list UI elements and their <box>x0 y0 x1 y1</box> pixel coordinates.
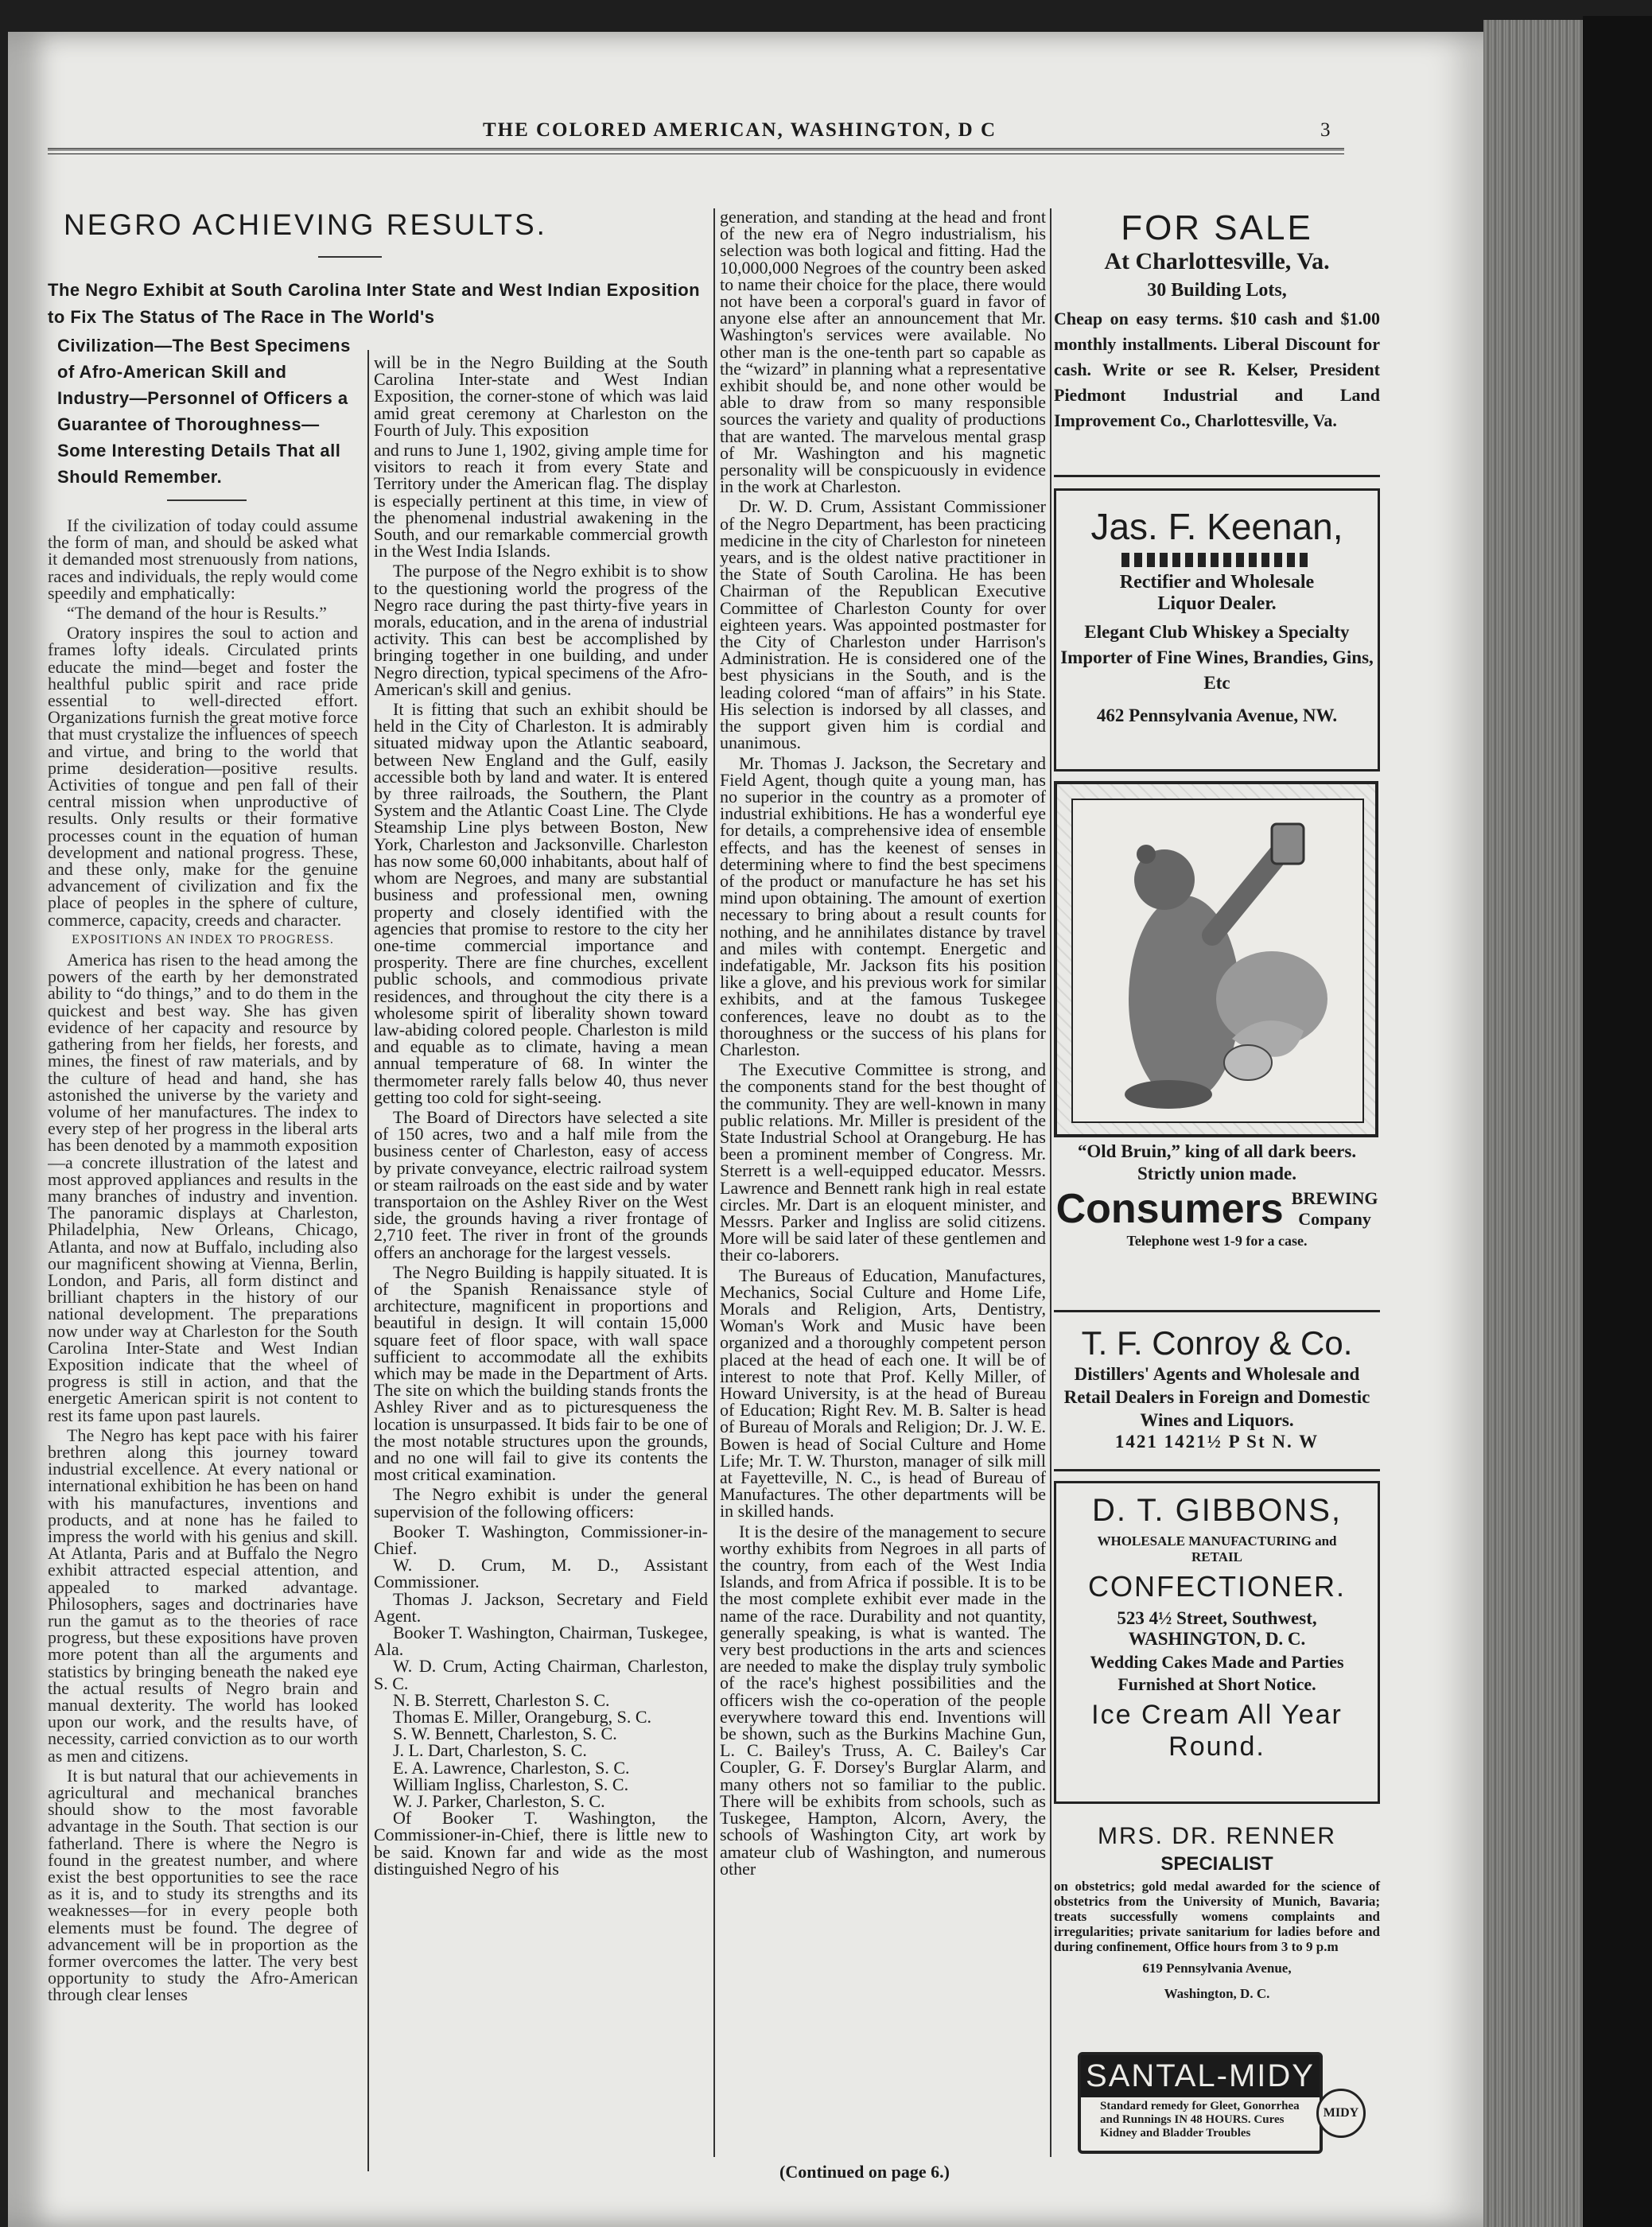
continued-notice: (Continued on page 6.) <box>779 2162 950 2182</box>
ad-renner-city: Washington, D. C. <box>1164 1986 1270 2001</box>
ad-for-sale <box>1054 208 1380 467</box>
ad-gibbons-name: D. T. GIBBONS, <box>1092 1493 1342 1528</box>
ad-gibbons <box>1054 1481 1380 1804</box>
ad-divider <box>1054 1469 1380 1471</box>
ad-conroy-body: Distillers' Agents and Wholesale and Retail Dealers in Foreign and Domestic Wines and Liquors. <box>1063 1364 1370 1430</box>
santal-badge <box>1078 2052 1323 2154</box>
paragraph: Mr. Thomas J. Jackson, the Secretary and Field Agent, though quite a young man, has no superior in the country as a promoter of industrial exhibitions. He has a wonderful eye for details, a comprehensive idea of ensemble effects, and has the keenest of senses in determining where to find the best specimens of the product or manufacture he has set his mind upon obtaining. The amount of exertion necessary to bring about a result counts for nothing, and he annihilates distance by travel and miles with contempt. Energetic and indefatigable, Mr. Jackson fits his position like a glove, and his previous work for similar exhibits, and at the famous Tuskegee conferences, leave no doubt as to the thoroughness or the success of his plans for Charleston. <box>720 752 1046 1059</box>
ad-conroy <box>1054 1318 1380 1469</box>
ornament-rule <box>1121 553 1312 567</box>
column-rule-2 <box>713 208 715 2157</box>
paragraph: and runs to June 1, 1902, giving ample time for visitors to reach it from every State and Territory under the American flag. The display is especially pertinent at this time, in view of the phenomenal industrial awakening in the South, and our remarkable commercial growth in the West India Islands. <box>374 440 708 562</box>
paragraph: generation, and standing at the head and front of the new era of Negro industrialism, his selection was both logical and fitting. Had the 10,000,000 Negroes of the country been asked to name their choice for the place, there would not have been a corporal's guard in favor of anyone else after an announcement that Mr. Washington's services were available. No other man is the one-tenth part so capable as the “wizard” in planning what a representative exhibit should be, and none other would be able to draw from so many responsible sources the variety and quality of productions that are wanted. The marvelous mental grasp of Mr. Washington and his magnetic personality will be conspicuously in evidence in the work at Charleston. <box>720 208 1046 497</box>
ad-bruin-caption: “Old Bruin,” king of all dark beers. Strictly union made. <box>1077 1141 1357 1183</box>
paragraph: Oratory inspires the soul to action and frames lofty ideals. Circulated prints educate the mind—beget and foster the healthful public spirit and race pride essential to well-directed effort. Organizations furnish the great motive force that must crystalize the influences of speech and virtue, and bring to the world that prime desideration—positive results. Activities of tongue and pen fall of their central mission when unproductive of results. Only results or their formative processes count in the equation of human development and national progress. These, and these only, make for the genuine advancement of civilization and fix the place of peoples in the sphere of culture, commerce, capacity, creeds and character. <box>48 623 358 930</box>
paragraph: It is fitting that such an exhibit should be held in the City of Charleston. It is admirably situated midway upon the Atlantic seaboard, between New England and the Gulf, easily accessible both by land and water. It is entered by three railroads, the Southern, the Plant System and the Atlantic Coast Line. The Clyde Steamship Line plys between Boston, New York, Charleston and Jacksonville. Charleston has now some 60,000 inhabitants, about half of whom are Negroes, and many are substantial business and professional men, owning property and closely identified with the agencies that promise to restore to the city her one-time commercial importance and prosperity. There are fine churches, excellent public schools, and commodious private residences, and throughout the city there is a wholesome spirit of liberality shown toward law-abiding colored people. Charleston is mild and equable as to climate, having a mean annual temperature of 68. In winter the thermometer rarely falls below 40, thus never getting too cold for sight-seeing. <box>374 699 708 1107</box>
article-deck-narrow: Civilization—The Best Specimens of Afro-American Skill and Industry—Personnel of Officers a Guarantee of Thoroughness—Some Interesting Details That all Should Remember. <box>57 336 351 487</box>
paragraph: The Board of Directors have selected a site of 150 acres, two and a half mile from the business center of Charleston, easy of access by private conveyance, electric railroad system or steam railroads on the east side and by water transportaion on the Ashley River on the West side, the grounds having a river frontage of 2,710 feet. The river in front of the grounds offers an anchorage for the largest vessels. <box>374 1106 708 1262</box>
officer-entry: Thomas J. Jackson, Secretary and Field Agent. <box>374 1588 708 1626</box>
ad-keenan-line4: Importer of Fine Wines, Brandies, Gins, Etc <box>1060 647 1374 693</box>
ad-for-sale-lots: 30 Building Lots, <box>1147 280 1287 301</box>
page-number: 3 <box>1320 119 1331 141</box>
ad-renner-body: on obstetrics; gold medal awarded for the science of obstetrics from the University of Munich, Bavaria; treats successfully womens complaints and irregularities; private sanitarium for ladies before and during confinement, Office hours from 3 to 9 p.m <box>1054 1879 1380 1954</box>
ad-for-sale-title: FOR SALE <box>1121 208 1313 247</box>
masthead-title: THE COLORED AMERICAN, WASHINGTON, D C <box>482 119 997 141</box>
ad-old-bruin <box>1054 781 1380 1258</box>
article-column-3 <box>720 208 1046 2117</box>
paragraph: The Negro exhibit is under the general supervision of the following officers: <box>374 1484 708 1522</box>
paragraph: If the civilization of today could assume the form of man, and should be asked what it demanded most strenuously from nations, races and individuals, the reply would come speedily and emphatically: <box>48 517 358 603</box>
article-deck-wide: The Negro Exhibit at South Carolina Inter State and West Indian Exposition to Fix The Status of The Race in The World's <box>48 280 701 327</box>
article-column-1 <box>48 517 358 2171</box>
paragraph: The Executive Committee is strong, and the components stand for the best thought of the community. They are well-known in many public relations. Mr. Miller is president of the State Industrial School at Orangeburg. He has been a prominent member of Congress. Mr. Sterrett is a well-equipped educator. Messrs. Lawrence and Bennett rank high in real estate circles. Mr. Dart is an eloquent minister, and Messrs. Parker and Ingliss are solid citizens. More will be said later of these gentlemen and their co-laborers. <box>720 1059 1046 1265</box>
paragraph: will be in the Negro Building at the South Carolina Inter-state and West Indian Exposition, the corner-stone of which was laid amid great ceremony at Charleston on the Fourth of July. This exposition <box>374 354 708 440</box>
ad-gibbons-line6: Ice Cream All Year Round. <box>1091 1700 1343 1762</box>
officer-entry: Booker T. Washington, Chairman, Tuskegee, Ala. <box>374 1623 708 1660</box>
officer-entry: W. D. Crum, Acting Chairman, Charleston, S. C. <box>374 1656 708 1693</box>
ad-divider <box>1054 475 1380 477</box>
santal-body: Standard remedy for Gleet, Gonorrhea and Runnings IN 48 HOURS. Cures Kidney and Bladder Troubles <box>1100 2100 1300 2140</box>
bear-illustration-frame <box>1071 799 1364 1123</box>
ad-keenan-line1: Rectifier and Wholesale <box>1119 572 1315 593</box>
paragraph: “The demand of the hour is Results.” <box>67 603 327 624</box>
santal-title: SANTAL-MIDY <box>1081 2055 1320 2097</box>
ad-keenan <box>1054 488 1380 771</box>
ad-for-sale-place: At Charlottesville, Va. <box>1104 248 1330 274</box>
paragraph: It is but natural that our achievements in agricultural and mechanical branches should show to the most favorable advantage in the South. That section is our fatherland. There is where the Negro is found in the greatest number, and where exist the best opportunities to see the race as it is, and to study its strengths and its weaknesses—for in every people both elements must be found. The degree of advancement will be in proportion as the former overcomes the latter. The very best opportunity to study the Afro-American through clear lenses <box>48 1765 358 2005</box>
paragraph: Of Booker T. Washington, the Commissioner-in-Chief, there is little new to be said. Known far and wide as the most distinguished Negro of his <box>374 1808 708 1879</box>
ad-bruin-brand-suffix <box>1292 1188 1378 1230</box>
midy-seal-icon: MIDY <box>1316 2089 1366 2138</box>
officer-entry: N. B. Sterrett, Charleston S. C. <box>393 1689 610 1710</box>
officer-entry: W. J. Parker, Charleston, S. C. <box>393 1791 605 1812</box>
column-rule-1 <box>367 350 369 2171</box>
officer-entry: Thomas E. Miller, Orangeburg, S. C. <box>393 1707 652 1728</box>
ad-santal-midy <box>1078 2052 1380 2155</box>
officer-entry: W. D. Crum, M. D., Assistant Commissioner. <box>374 1555 708 1592</box>
ad-bruin-brewing: BREWING <box>1291 1188 1378 1208</box>
deck-rule <box>167 499 247 501</box>
ad-for-sale-body: Cheap on easy terms. $10 cash and $1.00 monthly installments. Liberal Discount for cash. Write or see R. Kelser, President Piedmont Industrial and Land Improvement Co., Charlottesville, Va. <box>1054 309 1380 430</box>
ad-keenan-line3: Elegant Club Whiskey a Specialty <box>1084 622 1350 642</box>
scan-edge <box>1583 16 1652 2227</box>
article-headline: NEGRO ACHIEVING RESULTS. <box>64 208 547 241</box>
ad-keenan-name: Jas. F. Keenan, <box>1090 506 1343 547</box>
paragraph: The Bureaus of Education, Manufactures, Mechanics, Social Culture and Home Life, Morals and Religion, Arts, Dentistry, Woman's Work and Music have been organized and a thoroughly competent person placed at the head of each one. It will be of interest to note that Prof. Kelly Miller, of Howard University, is at the head of Bureau of Education; Right Rev. M. B. Salter is head of Bureau of Morals and Religion; Dr. J. W. E. Bowen is head of Social Culture and Home Life; Mr. T. W. Thurston, manager of silk mill at Fayetteville, N. C., is head of Bureau of Manufactures. The other departments will be in skilled hands. <box>720 1265 1046 1522</box>
paragraph: Dr. W. D. Crum, Assistant Commissioner of the Negro Department, has been practicing medicine in the city of Charleston for nineteen years, and is the oldest native practitioner in the State of South Carolina. He has been Chairman of the Republican Executive Committee of Charleston County for over eighteen years. Was appointed postmaster for the City of Charleston under Harrison's Administration. He is considered one of the best physicians in the South, and is the leading colored “man of affairs” in his State. His selection is indorsed by all classes, and the support given him is cordial and unanimous. <box>720 496 1046 753</box>
masthead-rule <box>48 148 1344 154</box>
paragraph: The Negro has kept pace with his fairer brethren along this journey toward industrial excellence. At every national or international exhibition he has been on hand with his manufactures, inventions and products, and at none has he failed to impress the world with his genius and skill. At Atlanta, Paris and at Buffalo the Negro exhibit attracted especial attention, and appealed to marked advantage. Philosophers, sages and doctrinaries have run the gamut as to the theories of race progress, but these expositions have proven more potent than all the arguments and statistics by bringing beneath the naked eye the actual results of Negro brain and manual dexterity. The world has looked upon our work, and the results have, of necessity, carried conviction as to our worth as men and citizens. <box>48 1424 358 1766</box>
ad-gibbons-line5: Wedding Cakes Made and Parties Furnished at Short Notice. <box>1090 1652 1344 1694</box>
paragraph: It is the desire of the management to secure worthy exhibits from Negroes in all parts of the country, from each of the West India Islands, and from Africa if possible. It is to be the most complete exhibit ever made in the name of the race. Durability and not quantity, generally speaking, is what is wanted. The very best productions in the arts and sciences are needed to make the display truly symbolic of the race's highest possibilities and the officers wish the co-operation of the people everywhere toward this end. Inventions will be shown, such as the Burkins Machine Gun, L. C. Bailey's Truss, A. C. Bailey's Car Coupler, G. F. Dorsey's Burglar Alarm, and many others not so familiar to the public. There will be exhibits from schools, such as Tuskegee, Hampton, Alcorn, Avery, the schools of Washington City, art work by amateur club of Washington, and numerous other <box>720 1521 1046 1879</box>
ad-gibbons-line2: CONFECTIONER. <box>1087 1570 1346 1603</box>
ad-bruin-brand-row <box>1054 1185 1380 1233</box>
ad-bruin-brand: Consumers <box>1055 1186 1284 1232</box>
article-column-2 <box>374 354 708 2183</box>
ad-renner-name: MRS. DR. RENNER <box>1097 1823 1336 1849</box>
ad-conroy-name: T. F. Conroy & Co. <box>1081 1324 1353 1362</box>
ad-gibbons-line4: WASHINGTON, D. C. <box>1128 1629 1306 1649</box>
ad-renner-address: 619 Pennsylvania Avenue, <box>1142 1961 1292 1976</box>
headline-rule <box>318 256 382 258</box>
ad-gibbons-line3: 523 4½ Street, Southwest, <box>1117 1608 1317 1628</box>
column-rule-3 <box>1050 208 1051 2157</box>
ad-bruin-phone: Telephone west 1-9 for a case. <box>1126 1233 1308 1249</box>
officer-entry: E. A. Lawrence, Charleston, S. C. <box>393 1757 630 1778</box>
ad-gibbons-line1: WHOLESALE MANUFACTURING and RETAIL <box>1097 1533 1337 1564</box>
paragraph: America has risen to the head among the powers of the earth by her demonstrated ability to “do things,” and to do them in the quickest and best way. She has given evidence of her capacity and resource by gathering from her fields, her forests, and mines, the finest of raw materials, and by the culture of head and hand, she has astonished the universe by the variety and volume of her manufactures. The index to every step of her progress in the liberal arts has been denoted by a mammoth exposition—a concrete illustration of the latest and most approved appliances and results in the many branches of industry and invention. The panoramic displays at Charleston, Philadelphia, New Orleans, Chicago, Atlanta, and now at Buffalo, including also our magnificent showing at Vienna, Berlin, London, and Paris, all form distinct and brilliant chapters in the history of our national development. The preparations now under way at Charleston for the South Carolina Inter-State and West Indian Exposition indicate that the wheel of progress is still in action, and that the energetic American spirit is not content to rest its fame upon past laurels. <box>48 950 358 1425</box>
officer-entry: S. W. Bennett, Charleston, S. C. <box>393 1724 617 1744</box>
ad-renner <box>1054 1823 1380 2030</box>
section-subhead: EXPOSITIONS AN INDEX TO PROGRESS. <box>72 932 334 946</box>
paragraph: The purpose of the Negro exhibit is to show to the questioning world the progress of the Negro race during the past thirty-five years in morals, education, and in the arena of industrial activity. This can best be accomplished by bringing together in one building, and under Negro direction, typical specimens of the Afro-American's skill and genius. <box>374 561 708 699</box>
ad-divider <box>1054 1310 1380 1312</box>
book-spine <box>1483 20 1583 2227</box>
officer-entry: J. L. Dart, Charleston, S. C. <box>393 1740 587 1761</box>
ad-conroy-address: 1421 1421½ P St N. W <box>1114 1432 1320 1452</box>
officer-entry: Booker T. Washington, Commissioner-in-Chief. <box>374 1521 708 1559</box>
officer-entry: William Ingliss, Charleston, S. C. <box>393 1774 629 1794</box>
paragraph: The Negro Building is happily situated. It is of the Spanish Renaissance style of architecture, magnificent in proportions and beautiful in design. It will contain 15,000 square feet of floor space, with wall space sufficient to accommodate all the exhibits which may be made in the Department of Arts. The site on which the building stands fronts the Ashley River and as to picturesqueness the location is unsurpassed. It bids fair to be one of the most notable structures upon the grounds, and no one will fail to give its contents the most critical examination. <box>374 1261 708 1485</box>
ornamental-border <box>1054 781 1378 1137</box>
ad-keenan-address: 462 Pennsylvania Avenue, NW. <box>1096 705 1338 725</box>
ad-renner-title: SPECIALIST <box>1160 1853 1273 1875</box>
ad-bruin-company: Company <box>1298 1209 1371 1229</box>
bear-icon <box>1073 800 1362 1121</box>
ad-keenan-line2: Liquor Dealer. <box>1157 593 1277 614</box>
